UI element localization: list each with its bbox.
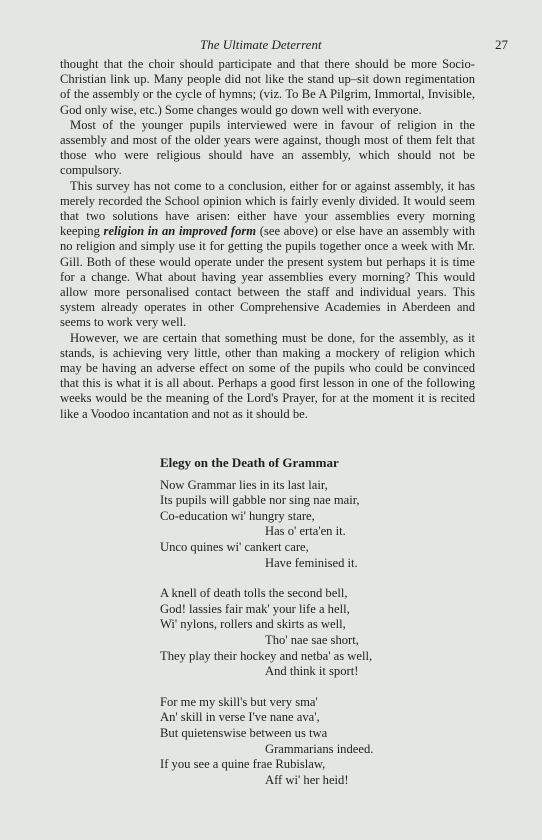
poem-line: Has o' erta'en it. xyxy=(265,524,346,539)
poem-line: Its pupils will gabble nor sing nae mair, xyxy=(160,493,360,508)
emphasized-phrase: religion in an improved form xyxy=(103,224,257,239)
poem-line: Wi' nylons, rollers and skirts as well, xyxy=(160,617,346,632)
poem-line: God! lassies fair mak' your life a hell, xyxy=(160,601,350,616)
poem-line: Co-education wi' hungry stare, xyxy=(160,508,315,523)
paragraph-text: (see above) or else have an assembly with no religion and simply use it for getting the pupils together once a week with Mr. Gill. Both of these would operate under the present system but perhaps it is time for a change. What about having year assemblies every morning? This would allow more personalised contact between the staff and individual years. This system already operates in other Comprehensive Academies in Aberdeen and seems to work very well. xyxy=(60,224,476,330)
poem-line: Have feminised it. xyxy=(265,555,358,570)
paragraph: thought that the choir should participate and that there should be more Socio-Christian link up. Many people did not like the stand up–sit down regimentation of the assembly or the cycle of hymns; (viz. To Be A Pilgrim, Immortal, Invisible, God only wise, etc.) Some changes would go down well with everyone. xyxy=(60,57,475,117)
running-title: The Ultimate Deterrent xyxy=(200,37,322,52)
poem-title: Elegy on the Death of Grammar xyxy=(160,455,339,470)
body-text xyxy=(60,57,475,422)
running-head xyxy=(60,37,508,55)
poem xyxy=(160,455,480,803)
poem-line: Grammarians indeed. xyxy=(265,741,374,756)
poem-line: Now Grammar lies in its last lair, xyxy=(160,477,328,492)
poem-line: But quietenswise between us twa xyxy=(160,725,328,740)
poem-line: Unco quines wi' cankert care, xyxy=(160,539,309,554)
poem-line: If you see a quine frae Rubislaw, xyxy=(160,757,326,772)
poem-stanza xyxy=(160,478,480,572)
paragraph xyxy=(60,179,475,331)
poem-line: Aff wi' her heid! xyxy=(265,772,349,787)
poem-line: And think it sport! xyxy=(265,664,359,679)
poem-line: A knell of death tolls the second bell, xyxy=(160,586,348,601)
poem-line: Tho' nae sae short, xyxy=(265,632,359,647)
paragraph-text: This survey has not come to a conclusion, either for or against assembly, it has merely recorded the School opinion which is fairly evenly divided. It would seem that two solutions have arisen: either have your assemblies every morning keeping xyxy=(60,178,475,239)
paragraph: Most of the younger pupils interviewed were in favour of religion in the assembly and most of the older years were against, though most of them felt that those who were religious should have an assembly, which should not be compulsory. xyxy=(60,117,475,178)
poem-stanza xyxy=(160,586,480,680)
poem-line: An' skill in verse I've nane ava', xyxy=(160,710,320,725)
page-number: 27 xyxy=(495,37,508,52)
paragraph: However, we are certain that something must be done, for the assembly, as it stands, is achieving very little, other than making a mockery of religion which may be having an adverse effect on some of the pupils who could be convinced that this is what it is all about. Perhaps a good first lesson in one of the following weeks would be the meaning of the Lord's Prayer, for at the moment it is recited like a Voodoo incantation and not as it should be. xyxy=(60,330,475,421)
poem-line: They play their hockey and netba' as well, xyxy=(160,648,373,663)
poem-line: For me my skill's but very sma' xyxy=(160,694,318,709)
poem-stanza xyxy=(160,695,480,789)
